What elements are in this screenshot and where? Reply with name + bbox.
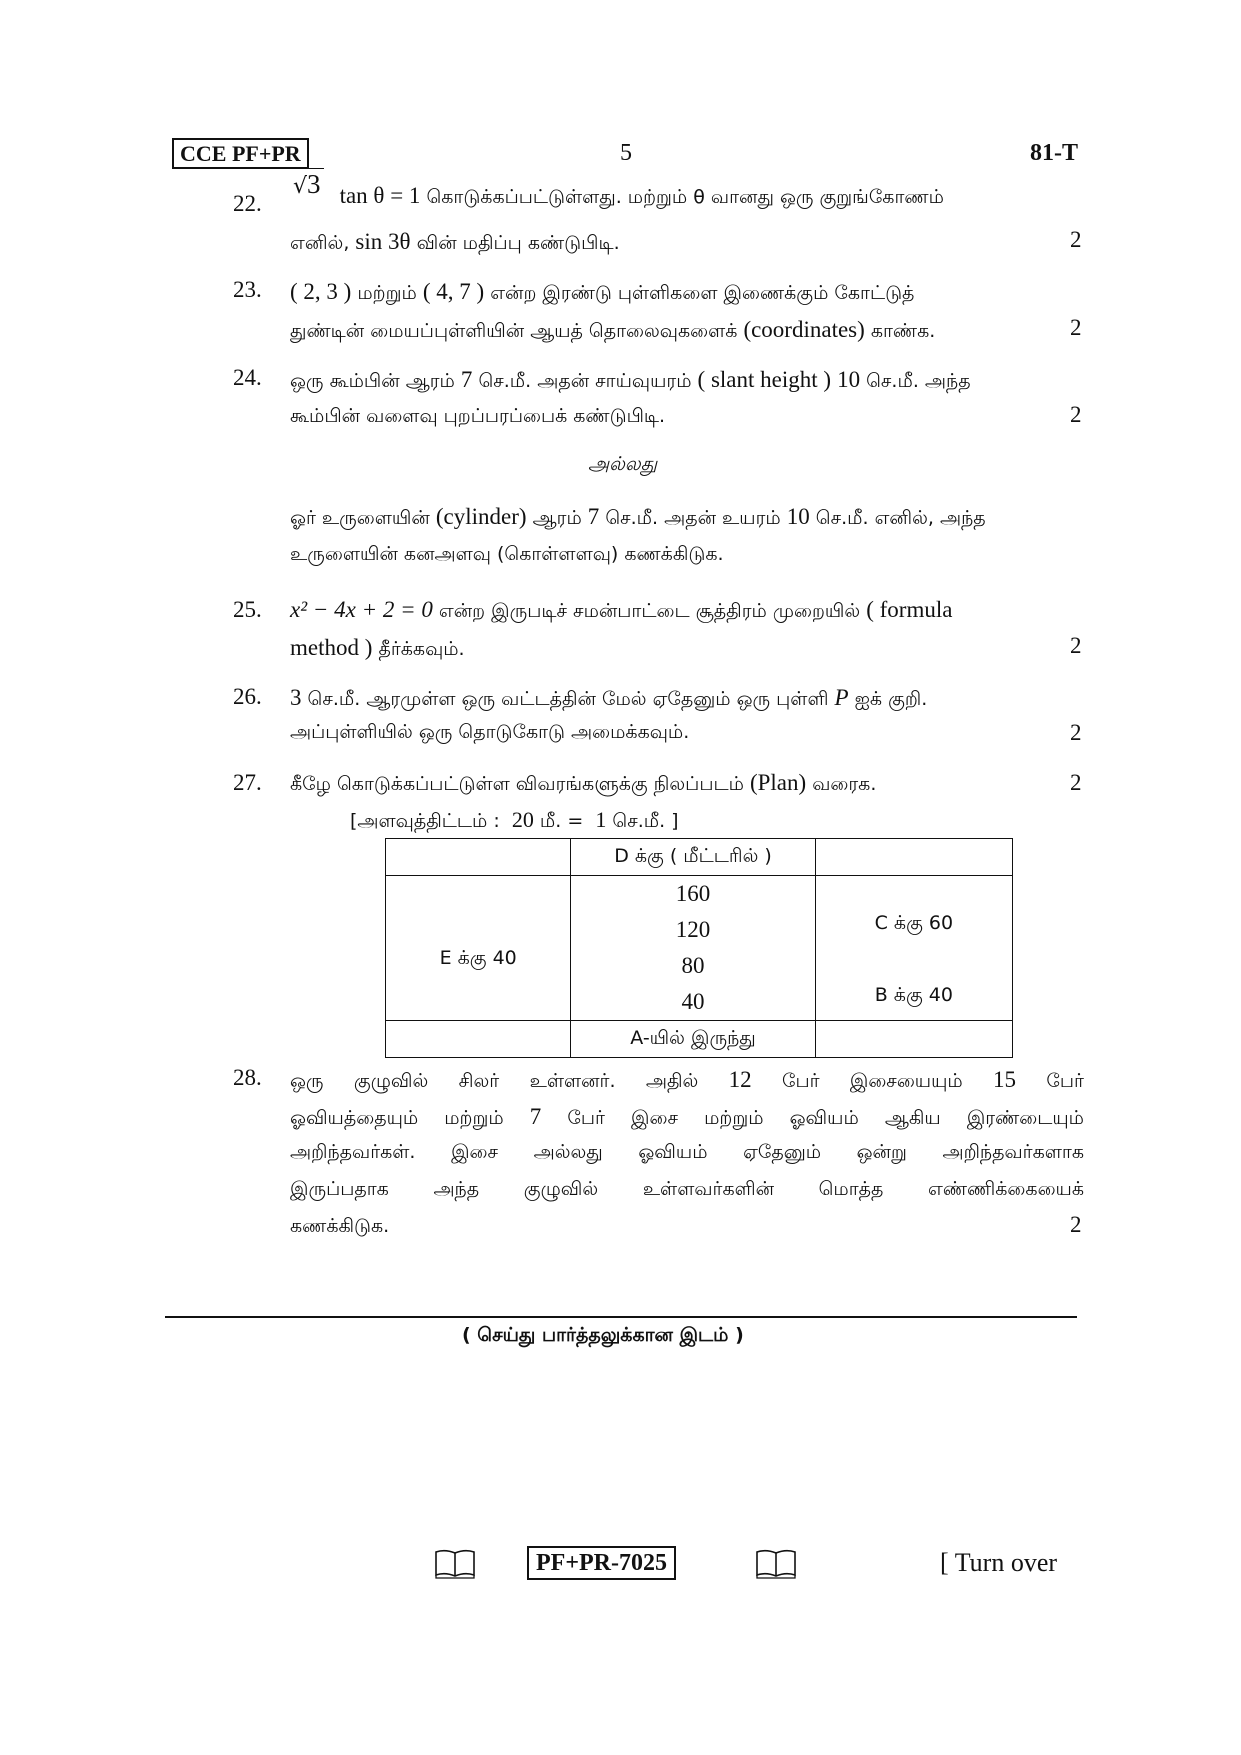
q24-line1: ஒரு கூம்பின் ஆரம் 7 செ.மீ. அதன் சாய்வுயரம் ( slant height ) 10 செ.மீ. அந்த (290, 367, 971, 392)
plan-footer-mid: A-யில் இருந்து (571, 1021, 815, 1058)
q25-number: 25. (233, 597, 262, 622)
or-separator: அல்லது (588, 453, 658, 475)
q28-line2: ஓவியத்தையும் மற்றும் 7 பேர் இசை மற்றும் ஓவியம் ஆகிய இரண்டையும் (290, 1104, 1084, 1129)
q25-line2: method ) தீர்க்கவும். (290, 635, 465, 660)
book-icon (434, 1549, 476, 1579)
q22-line1: √3 tan θ = 1 கொடுக்கப்பட்டுள்ளது. மற்றும் θ வானது ஒரு குறுங்கோணம் (290, 178, 944, 211)
plan-header-right (815, 839, 1012, 876)
q28-line5: கணக்கிடுக. (290, 1215, 390, 1237)
q24-line2: கூம்பின் வளைவு புறப்பரப்பைக் கண்டுபிடி. (290, 405, 666, 427)
plan-footer-left (386, 1021, 571, 1058)
q23-marks: 2 (1070, 315, 1082, 340)
value-120: 120 (675, 917, 711, 942)
rough-work-label: ( செய்து பார்த்தலுக்கான இடம் ) (462, 1324, 744, 1346)
q23-line2: துண்டின் மையப்புள்ளியின் ஆயத் தொலைவுகளைக் (coordinates) காண்க. (290, 317, 936, 342)
q27-marks: 2 (1070, 770, 1082, 795)
divider-line (165, 1316, 1077, 1318)
q26-line2: அப்புள்ளியில் ஒரு தொடுகோடு அமைக்கவும். (290, 721, 690, 743)
page-number: 5 (620, 140, 632, 166)
plan-header-mid: D க்கு ( மீட்டரில் ) (571, 839, 815, 876)
q23-line1: ( 2, 3 ) மற்றும் ( 4, 7 ) என்ற இரண்டு புள்ளிகளை இணைக்கும் கோட்டுத் (290, 279, 915, 304)
q24-alt-line1: ஓர் உருளையின் (cylinder) ஆரம் 7 செ.மீ. அதன் உயரம் 10 செ.மீ. எனில், அந்த (290, 504, 986, 529)
q25-line1: x² − 4x + 2 = 0 என்ற இருபடிச் சமன்பாட்டை சூத்திரம் முறையில் ( formula (290, 597, 953, 622)
plan-header-left (386, 839, 571, 876)
label-b: B க்கு 40 (874, 984, 953, 1006)
plan-table (385, 838, 1013, 1058)
q28-line3: அறிந்தவர்கள். இசை அல்லது ஓவியம் ஏதேனும் ஒன்று அறிந்தவர்களாக (290, 1141, 1084, 1163)
q25-marks: 2 (1070, 633, 1082, 658)
label-e: E க்கு 40 (439, 947, 517, 969)
label-c: C க்கு 60 (874, 912, 954, 934)
paper-id: 81-T (1030, 140, 1078, 166)
q26-line1: 3 செ.மீ. ஆரமுள்ள ஒரு வட்டத்தின் மேல் ஏதேனும் ஒரு புள்ளி P ஐக் குறி. (290, 685, 928, 710)
q26-number: 26. (233, 684, 262, 709)
q28-marks: 2 (1070, 1212, 1082, 1237)
plan-right-cell (815, 876, 1012, 1021)
q24-alt-line2: உருளையின் கனஅளவு (கொள்ளளவு) கணக்கிடுக. (290, 543, 724, 565)
q28-number: 28. (233, 1065, 262, 1090)
q28-line4: இருப்பதாக அந்த குழுவில் உள்ளவர்களின் மொத்த எண்ணிக்கையைக் (290, 1178, 1084, 1200)
q26-marks: 2 (1070, 720, 1082, 745)
sqrt-expression: √3 (290, 168, 324, 200)
q22-number: 22. (233, 191, 262, 216)
q24-marks: 2 (1070, 402, 1082, 427)
q23-number: 23. (233, 277, 262, 302)
quadratic-equation: x² − 4x + 2 = 0 (290, 597, 433, 622)
scale-note: [அளவுத்திட்டம் : 20 மீ. = 1 செ.மீ. ] (350, 807, 679, 832)
q27-number: 27. (233, 770, 262, 795)
q22-line2: எனில், sin 3θ வின் மதிப்பு கண்டுபிடி. (290, 229, 620, 254)
book-icon (755, 1549, 797, 1579)
value-40: 40 (681, 989, 705, 1014)
value-80: 80 (681, 953, 705, 978)
q22-marks: 2 (1070, 227, 1082, 252)
value-160: 160 (675, 881, 711, 906)
plan-left-cell (386, 876, 571, 1021)
footer-code-box: PF+PR-7025 (527, 1546, 676, 1580)
turn-over-note: [ Turn over (940, 1548, 1058, 1577)
q27-line1: கீழே கொடுக்கப்பட்டுள்ள விவரங்களுக்கு நிலப்படம் (Plan) வரைக. (290, 770, 877, 795)
q24-number: 24. (233, 365, 262, 390)
plan-footer-right (815, 1021, 1012, 1058)
q28-line1: ஒரு குழுவில் சிலர் உள்ளனர். அதில் 12 பேர் இசையையும் 15 பேர் (290, 1067, 1084, 1092)
paper-code-box: CCE PF+PR (172, 138, 309, 169)
plan-mid-cell (571, 876, 815, 1021)
